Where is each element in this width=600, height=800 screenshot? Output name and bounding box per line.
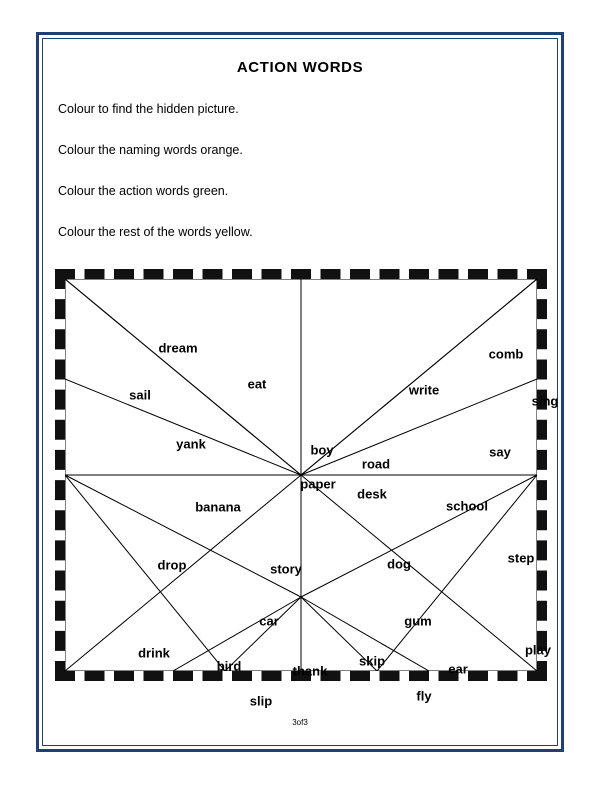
puzzle-word[interactable]: thank bbox=[292, 663, 328, 679]
puzzle-word[interactable]: banana bbox=[195, 499, 241, 515]
puzzle-word[interactable]: drop bbox=[157, 557, 187, 573]
puzzle-word[interactable]: paper bbox=[300, 476, 336, 492]
puzzle-word[interactable]: write bbox=[408, 382, 440, 398]
puzzle-word[interactable]: gum bbox=[404, 613, 432, 629]
puzzle-word[interactable]: story bbox=[270, 561, 302, 577]
instruction-item: Colour the action words green. bbox=[58, 184, 229, 198]
puzzle-area bbox=[55, 269, 559, 709]
puzzle-word[interactable]: bird bbox=[216, 658, 242, 674]
worksheet-content bbox=[50, 46, 559, 738]
puzzle-word[interactable]: skip bbox=[358, 653, 386, 669]
puzzle-word[interactable]: fly bbox=[416, 688, 432, 704]
puzzle-word[interactable]: dog bbox=[387, 556, 411, 572]
puzzle-word[interactable]: eat bbox=[247, 376, 267, 392]
puzzle-line bbox=[301, 475, 537, 597]
puzzle-word[interactable]: dream bbox=[158, 340, 198, 356]
puzzle-word[interactable]: yank bbox=[176, 436, 206, 452]
puzzle-word[interactable]: comb bbox=[488, 346, 524, 362]
puzzle-word[interactable]: play bbox=[524, 642, 552, 658]
puzzle-word[interactable]: school bbox=[446, 498, 488, 514]
instruction-item: Colour to find the hidden picture. bbox=[58, 102, 239, 116]
instructions-list bbox=[58, 102, 538, 266]
puzzle-word[interactable]: desk bbox=[357, 486, 387, 502]
puzzle-word[interactable]: step bbox=[507, 550, 535, 566]
instruction-item: Colour the rest of the words yellow. bbox=[58, 225, 253, 239]
puzzle-word[interactable]: drink bbox=[138, 645, 170, 661]
puzzle-line bbox=[65, 376, 301, 475]
puzzle-lines bbox=[65, 279, 537, 671]
puzzle-word[interactable]: boy bbox=[310, 442, 334, 458]
puzzle-word[interactable]: sing bbox=[531, 393, 559, 409]
puzzle-word[interactable]: slip bbox=[249, 693, 273, 709]
puzzle-word[interactable]: car bbox=[259, 613, 279, 629]
puzzle-word[interactable]: road bbox=[361, 456, 391, 472]
instruction-item: Colour the naming words orange. bbox=[58, 143, 243, 157]
puzzle-word[interactable]: sail bbox=[129, 387, 151, 403]
puzzle-word[interactable]: ear bbox=[448, 661, 468, 677]
puzzle-word[interactable]: say bbox=[489, 444, 511, 460]
page-footer: 3of3 bbox=[292, 718, 308, 727]
puzzle-line bbox=[65, 475, 301, 597]
page-title: ACTION WORDS bbox=[236, 59, 364, 76]
